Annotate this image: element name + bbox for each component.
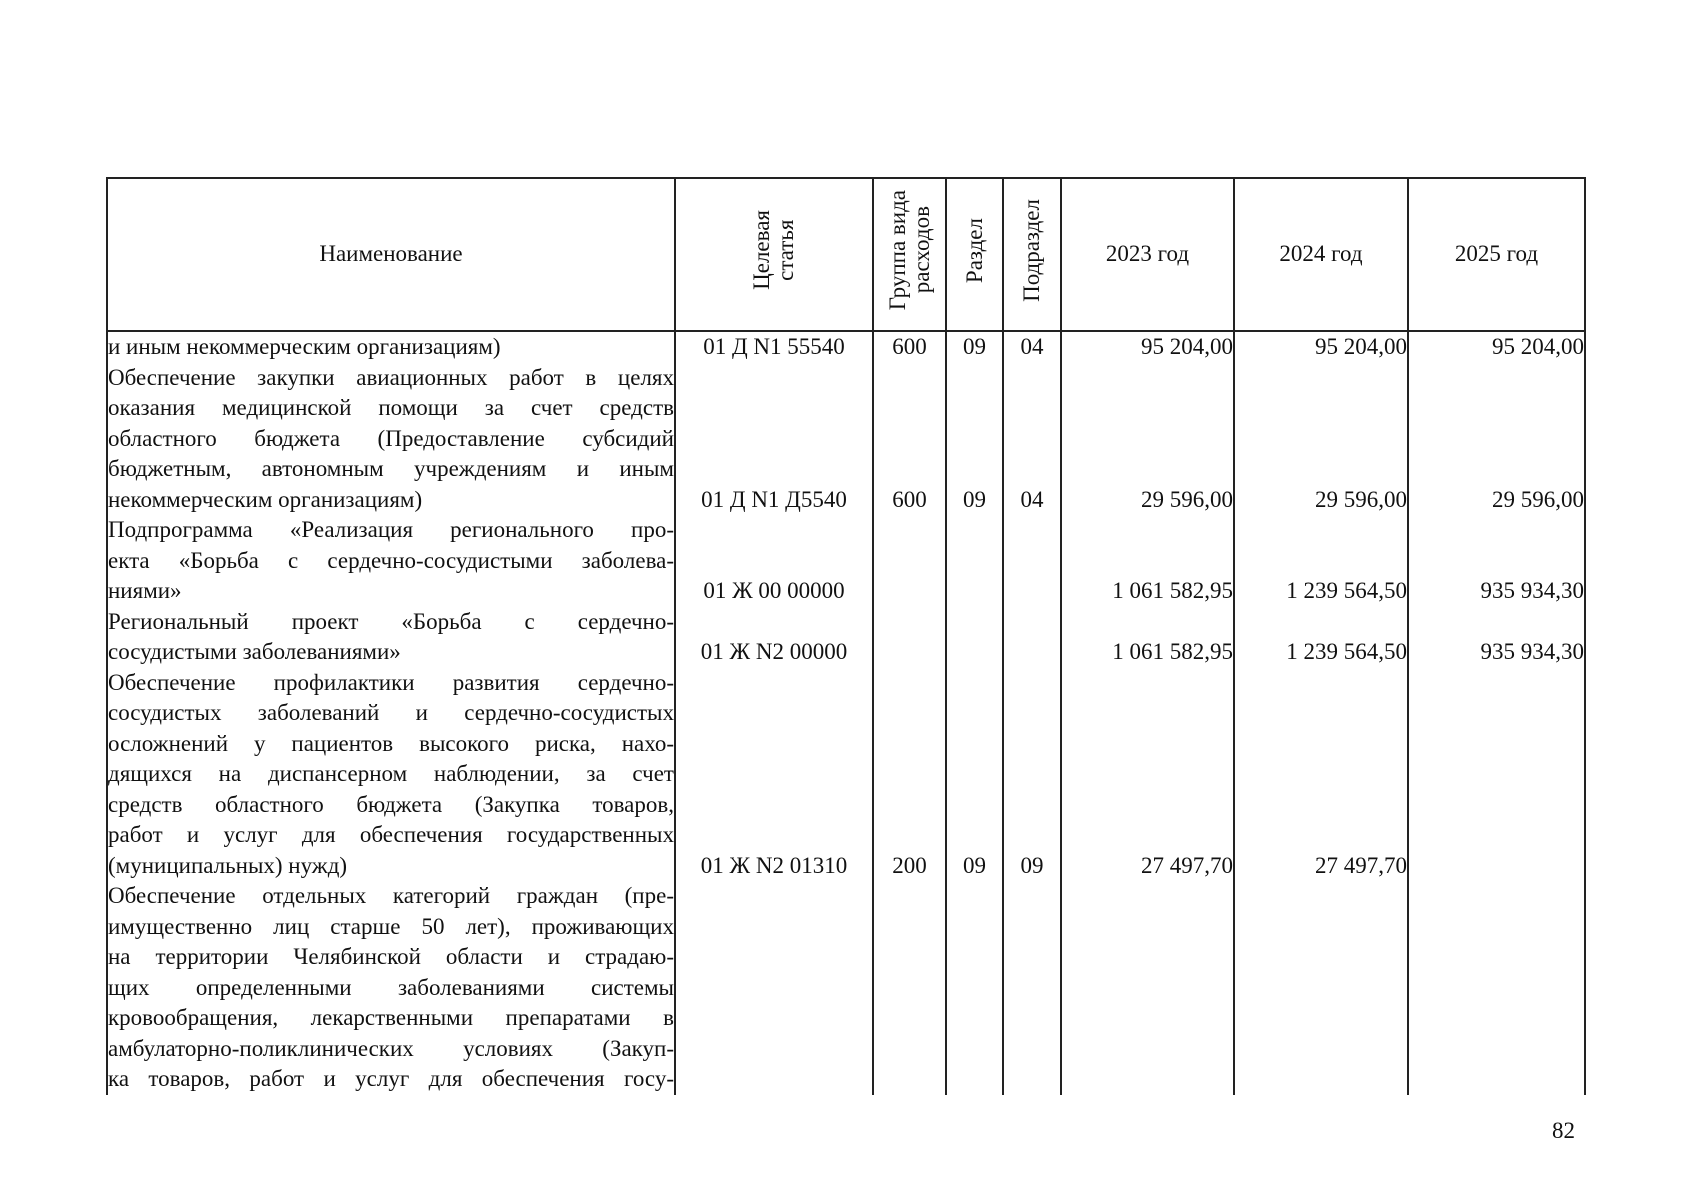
table-row: [107, 331, 1585, 363]
section-cell: [946, 607, 1003, 668]
name-line: и иным некоммерческим организациям): [108, 334, 501, 359]
name-line: (муниципальных) нужд): [108, 852, 348, 878]
budget-table: [106, 177, 1586, 1095]
header-subsection: Подраздел: [1003, 178, 1061, 331]
target-article-cell: 01 Ж N2 00000: [675, 607, 873, 668]
name-line: имущественно лиц старше 50 лет), проживающих: [108, 913, 674, 939]
name-line: Подпрограмма «Реализация регионального про-: [108, 517, 674, 542]
name-line: средств областного бюджета (Закупка товаров,: [108, 791, 674, 817]
expense-group-cell: [873, 515, 946, 607]
table-row: [107, 881, 1585, 1095]
section-cell: [946, 881, 1003, 1095]
amount-2023-cell: 1 061 582,95: [1061, 607, 1234, 668]
section-cell: 09: [946, 331, 1003, 363]
name-line: амбулаторно-поликлинических условиях (Закуп-: [108, 1035, 674, 1061]
table-body: [107, 331, 1585, 1095]
name-line: Обеспечение профилактики развития сердечно-: [108, 669, 674, 695]
subsection-cell: 09: [1003, 668, 1061, 882]
amount-2024-cell: [1234, 881, 1408, 1095]
amount-2023-cell: 27 497,70: [1061, 668, 1234, 882]
amount-2023-cell: 95 204,00: [1061, 331, 1234, 363]
amount-2025-cell: 935 934,30: [1408, 607, 1585, 668]
subsection-cell: 04: [1003, 331, 1061, 363]
target-article-cell: 01 Д N1 Д5540: [675, 363, 873, 516]
header-2025: 2025 год: [1408, 178, 1585, 331]
name-line: работ и услуг для обеспечения государственных: [108, 822, 674, 847]
amount-2024-cell: 29 596,00: [1234, 363, 1408, 516]
expense-group-cell: 600: [873, 363, 946, 516]
target-article-cell: 01 Ж N2 01310: [675, 668, 873, 882]
name-cell: [107, 607, 675, 668]
amount-2024-cell: 1 239 564,50: [1234, 607, 1408, 668]
page-number: 82: [1552, 1118, 1575, 1143]
name-line: осложнений у пациентов высокого риска, нахо-: [108, 730, 674, 756]
name-line: щих определенными заболеваниями системы: [108, 974, 674, 1000]
table-row: [107, 607, 1585, 668]
expense-group-cell: 200: [873, 668, 946, 882]
name-cell: [107, 515, 675, 607]
subsection-cell: [1003, 607, 1061, 668]
amount-2025-cell: 29 596,00: [1408, 363, 1585, 516]
name-line: оказания медицинской помощи за счет средств: [108, 395, 674, 420]
section-cell: 09: [946, 363, 1003, 516]
expense-group-cell: [873, 607, 946, 668]
name-cell: [107, 331, 675, 363]
name-line: екта «Борьба с сердечно-сосудистыми заболева-: [108, 547, 674, 573]
expense-group-cell: [873, 881, 946, 1095]
name-line: областного бюджета (Предоставление субсидий: [108, 425, 674, 451]
name-line: на территории Челябинской области и страдаю-: [108, 944, 674, 969]
name-line: бюджетным, автономным учреждениям и иным: [108, 456, 674, 481]
section-cell: 09: [946, 668, 1003, 882]
name-cell: [107, 363, 675, 516]
subsection-cell: [1003, 515, 1061, 607]
amount-2025-cell: 935 934,30: [1408, 515, 1585, 607]
subsection-cell: [1003, 881, 1061, 1095]
name-line: Обеспечение отдельных категорий граждан (пре-: [108, 883, 674, 908]
amount-2023-cell: 1 061 582,95: [1061, 515, 1234, 607]
name-cell: [107, 668, 675, 882]
table-header-row: [107, 178, 1585, 331]
amount-2025-cell: 95 204,00: [1408, 331, 1585, 363]
name-line: кровообращения, лекарственными препаратами в: [108, 1005, 674, 1030]
amount-2024-cell: 95 204,00: [1234, 331, 1408, 363]
name-line: Обеспечение закупки авиационных работ в целях: [108, 364, 674, 390]
table-row: [107, 668, 1585, 882]
header-2023: 2023 год: [1061, 178, 1234, 331]
name-line: ка товаров, работ и услуг для обеспечения госу-: [108, 1066, 674, 1091]
name-line: ниями»: [108, 578, 182, 603]
header-target-article: Целевая статья: [675, 178, 873, 331]
target-article-cell: 01 Д N1 55540: [675, 331, 873, 363]
name-line: дящихся на диспансерном наблюдении, за счет: [108, 761, 674, 786]
amount-2023-cell: 29 596,00: [1061, 363, 1234, 516]
name-cell: [107, 881, 675, 1095]
expense-group-cell: 600: [873, 331, 946, 363]
header-2024: 2024 год: [1234, 178, 1408, 331]
amount-2024-cell: 1 239 564,50: [1234, 515, 1408, 607]
header-section: Раздел: [946, 178, 1003, 331]
section-cell: [946, 515, 1003, 607]
header-expense-group: Группа вида расходов: [873, 178, 946, 331]
name-line: сосудистых заболеваний и сердечно-сосудистых: [108, 700, 674, 725]
name-line: Региональный проект «Борьба с сердечно-: [108, 608, 674, 634]
amount-2024-cell: 27 497,70: [1234, 668, 1408, 882]
target-article-cell: 01 Ж 00 00000: [675, 515, 873, 607]
name-line: некоммерческим организациям): [108, 486, 423, 512]
amount-2025-cell: [1408, 668, 1585, 882]
table-row: [107, 363, 1585, 516]
header-name: Наименование: [107, 178, 675, 331]
target-article-cell: [675, 881, 873, 1095]
name-line: сосудистыми заболеваниями»: [108, 639, 401, 664]
amount-2025-cell: [1408, 881, 1585, 1095]
subsection-cell: 04: [1003, 363, 1061, 516]
amount-2023-cell: [1061, 881, 1234, 1095]
table-row: [107, 515, 1585, 607]
